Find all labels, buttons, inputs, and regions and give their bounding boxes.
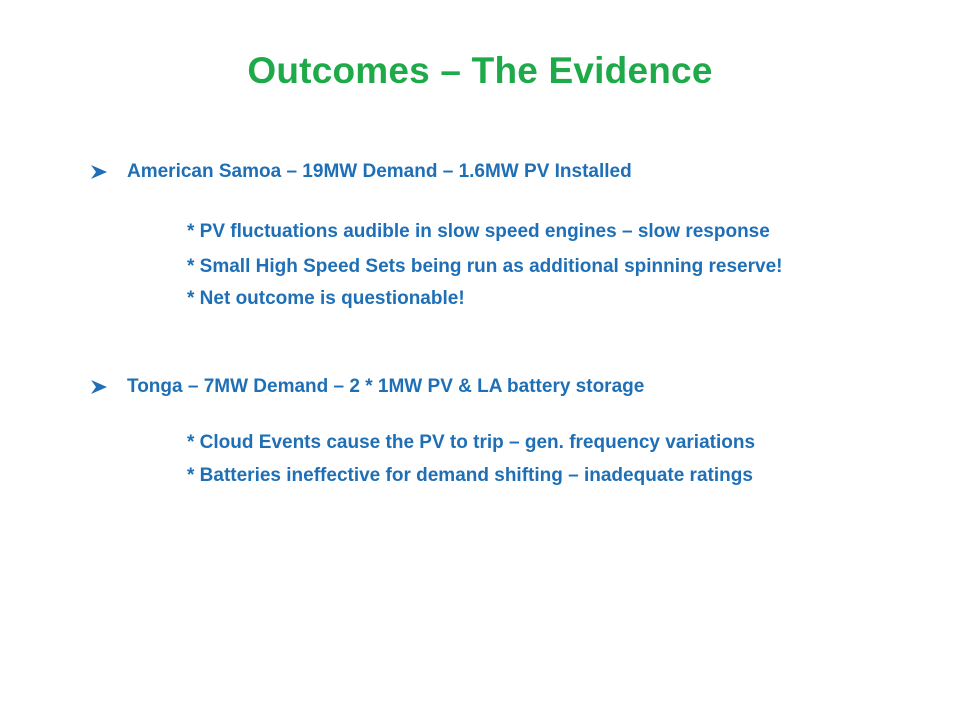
slide-title: Outcomes – The Evidence xyxy=(247,50,713,91)
sub-item: * Net outcome is questionable! xyxy=(187,288,465,309)
bullet-american-samoa xyxy=(90,157,632,187)
bullet-text: Tonga – 7MW Demand – 2 * 1MW PV & LA battery storage xyxy=(127,376,645,397)
sub-item: * Small High Speed Sets being run as additional spinning reserve! xyxy=(187,256,783,277)
bullet-text: American Samoa – 19MW Demand – 1.6MW PV Installed xyxy=(127,161,632,182)
sub-item: * Cloud Events cause the PV to trip – gen. frequency variations xyxy=(187,432,756,453)
arrowhead-bullet-icon xyxy=(90,164,108,180)
sub-item: * PV fluctuations audible in slow speed engines – slow response xyxy=(187,221,770,242)
sub-item: * Batteries ineffective for demand shifting – inadequate ratings xyxy=(187,465,753,486)
arrowhead-bullet-icon xyxy=(90,379,108,395)
bullet-tonga xyxy=(90,372,644,402)
